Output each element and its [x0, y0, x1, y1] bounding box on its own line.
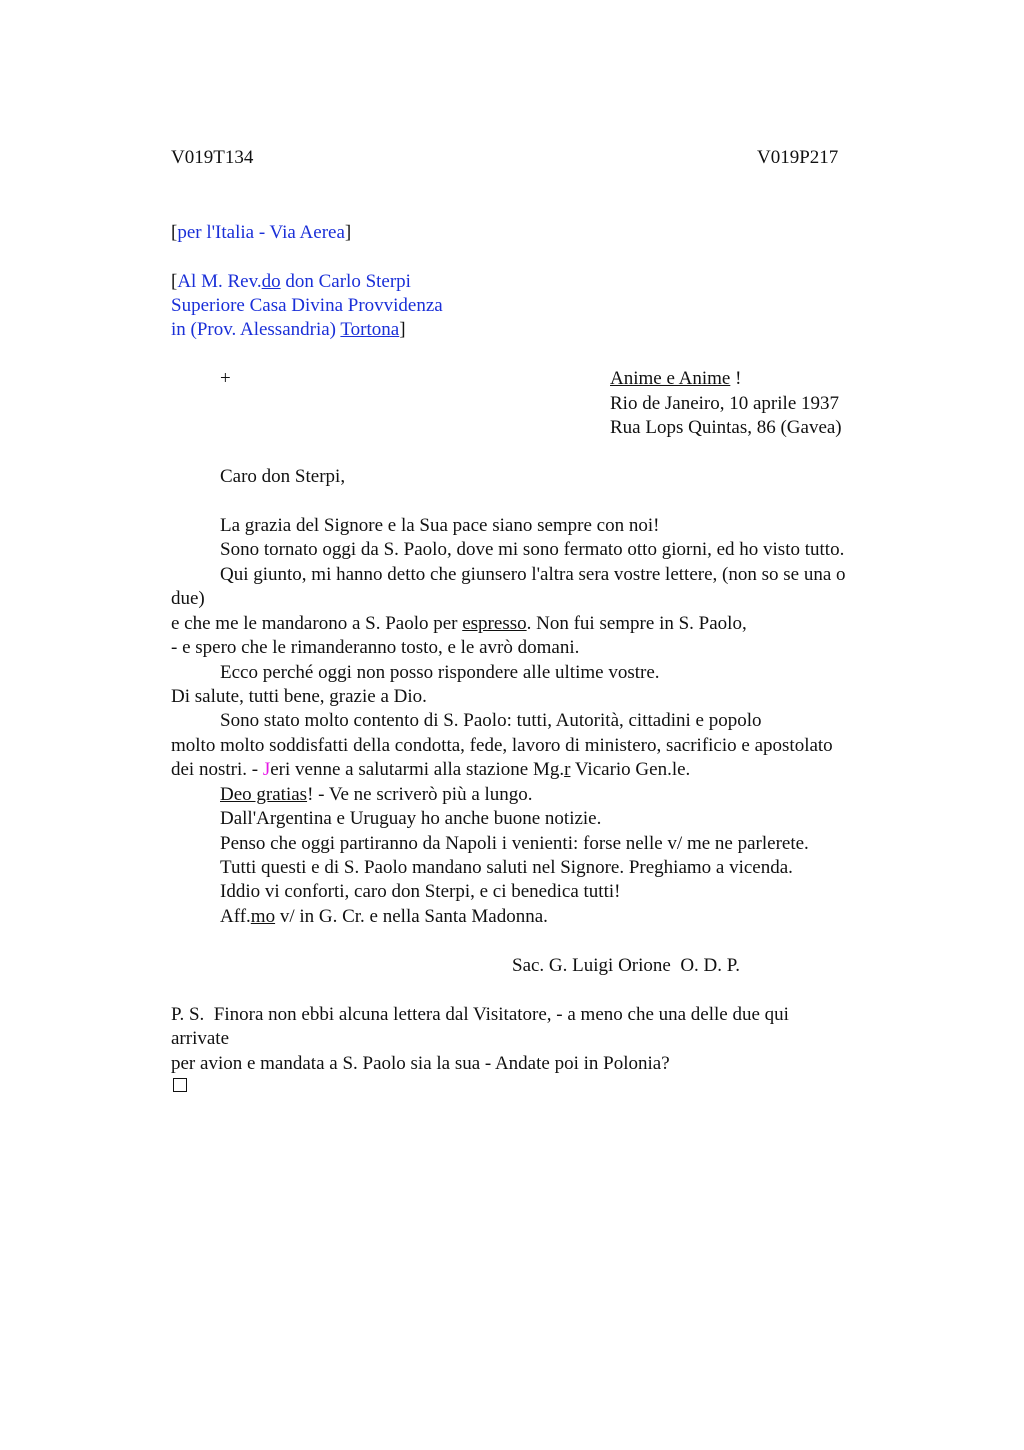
body-line: - e spero che le rimanderanno tosto, e le avrò domani. — [171, 637, 580, 658]
body-line: Qui giunto, mi hanno detto che giunsero l'altra sera vostre lettere, (non so se una o — [220, 564, 846, 585]
place-date: Rio de Janeiro, 10 aprile 1937 — [610, 393, 840, 414]
envelope-via: [per l'Italia - Via Aerea] — [171, 222, 352, 243]
postscript-line: P. S. Finora non ebbi alcuna lettera dal Visitatore, - a meno che una delle due qui — [171, 1004, 789, 1025]
body-line — [171, 758, 690, 782]
address-line-1-abbrev: do — [261, 271, 281, 292]
body-line: Iddio vi conforti, caro don Sterpi, e ci benedica tutti! — [220, 881, 621, 902]
cross-symbol: + — [220, 368, 231, 389]
body-line-part: v/ in G. Cr. e nella Santa Madonna. — [275, 906, 548, 927]
body-line-part: ! - Ve ne scriverò più a lungo. — [307, 784, 533, 805]
body-line: Penso che oggi partiranno da Napoli i venienti: forse nelle v/ me ne parlerete. — [220, 833, 809, 854]
address-line-3-pre: in (Prov. Alessandria) — [171, 319, 341, 340]
body-line: Di salute, tutti bene, grazie a Dio. — [171, 686, 427, 707]
body-line: Ecco perché oggi non posso rispondere alle ultime vostre. — [220, 662, 660, 683]
underlined-phrase: Deo gratias — [220, 784, 308, 805]
underlined-word: espresso — [462, 613, 527, 634]
address-line-1: [Al M. Rev.do don Carlo Sterpi — [171, 271, 411, 292]
sender-address: Rua Lops Quintas, 86 (Gavea) — [610, 417, 842, 438]
via-text: per l'Italia - Via Aerea — [177, 222, 345, 243]
body-line: molto molto soddisfatti della condotta, fede, lavoro di ministero, sacrificio e apostolato — [171, 735, 833, 756]
highlighted-letter: J — [262, 759, 271, 780]
salutation: Caro don Sterpi, — [220, 466, 346, 487]
address-city: Tortona — [340, 319, 400, 340]
motto-end: ! — [730, 368, 742, 389]
body-line: La grazia del Signore e la Sua pace siano sempre con noi! — [220, 515, 660, 536]
postscript-line: arrivate — [171, 1028, 230, 1049]
body-line: Sono stato molto contento di S. Paolo: tutti, Autorità, cittadini e popolo — [220, 710, 762, 731]
address-line-1-post: don Carlo Sterpi — [280, 271, 411, 292]
body-line — [220, 783, 533, 807]
motto — [610, 367, 741, 391]
address-line-1-pre: Al M. Rev. — [177, 271, 262, 292]
body-line: Sono tornato oggi da S. Paolo, dove mi sono fermato otto giorni, ed ho visto tutto. — [220, 539, 845, 560]
signature: Sac. G. Luigi Orione O. D. P. — [512, 955, 740, 976]
header-right-code: V019P217 — [757, 147, 839, 168]
underlined-abbrev: r — [564, 759, 571, 780]
body-line — [171, 612, 747, 636]
underlined-abbrev: mo — [250, 906, 276, 927]
body-line: Tutti questi e di S. Paolo mandano saluti nel Signore. Preghiamo a vicenda. — [220, 857, 793, 878]
body-line: due) — [171, 588, 205, 609]
body-line-part: e che me le mandarono a S. Paolo per — [171, 613, 463, 634]
body-line-part: Aff. — [220, 906, 251, 927]
closing-line — [220, 905, 548, 929]
address-line-2: Superiore Casa Divina Provvidenza — [171, 295, 443, 316]
body-line-part: dei nostri. - — [171, 759, 263, 780]
address-line-3: in (Prov. Alessandria) Tortona] — [171, 319, 406, 340]
postscript-line: per avion e mandata a S. Paolo sia la sua - Andate poi in Polonia? — [171, 1053, 670, 1074]
motto-text: Anime e Anime — [610, 368, 731, 389]
end-box-icon — [173, 1078, 187, 1092]
body-line-part: Vicario Gen.le. — [570, 759, 691, 780]
body-line-part: eri venne a salutarmi alla stazione Mg. — [270, 759, 565, 780]
body-line-part: . Non fui sempre in S. Paolo, — [526, 613, 747, 634]
header-left-code: V019T134 — [171, 147, 254, 168]
body-line: Dall'Argentina e Uruguay ho anche buone notizie. — [220, 808, 602, 829]
